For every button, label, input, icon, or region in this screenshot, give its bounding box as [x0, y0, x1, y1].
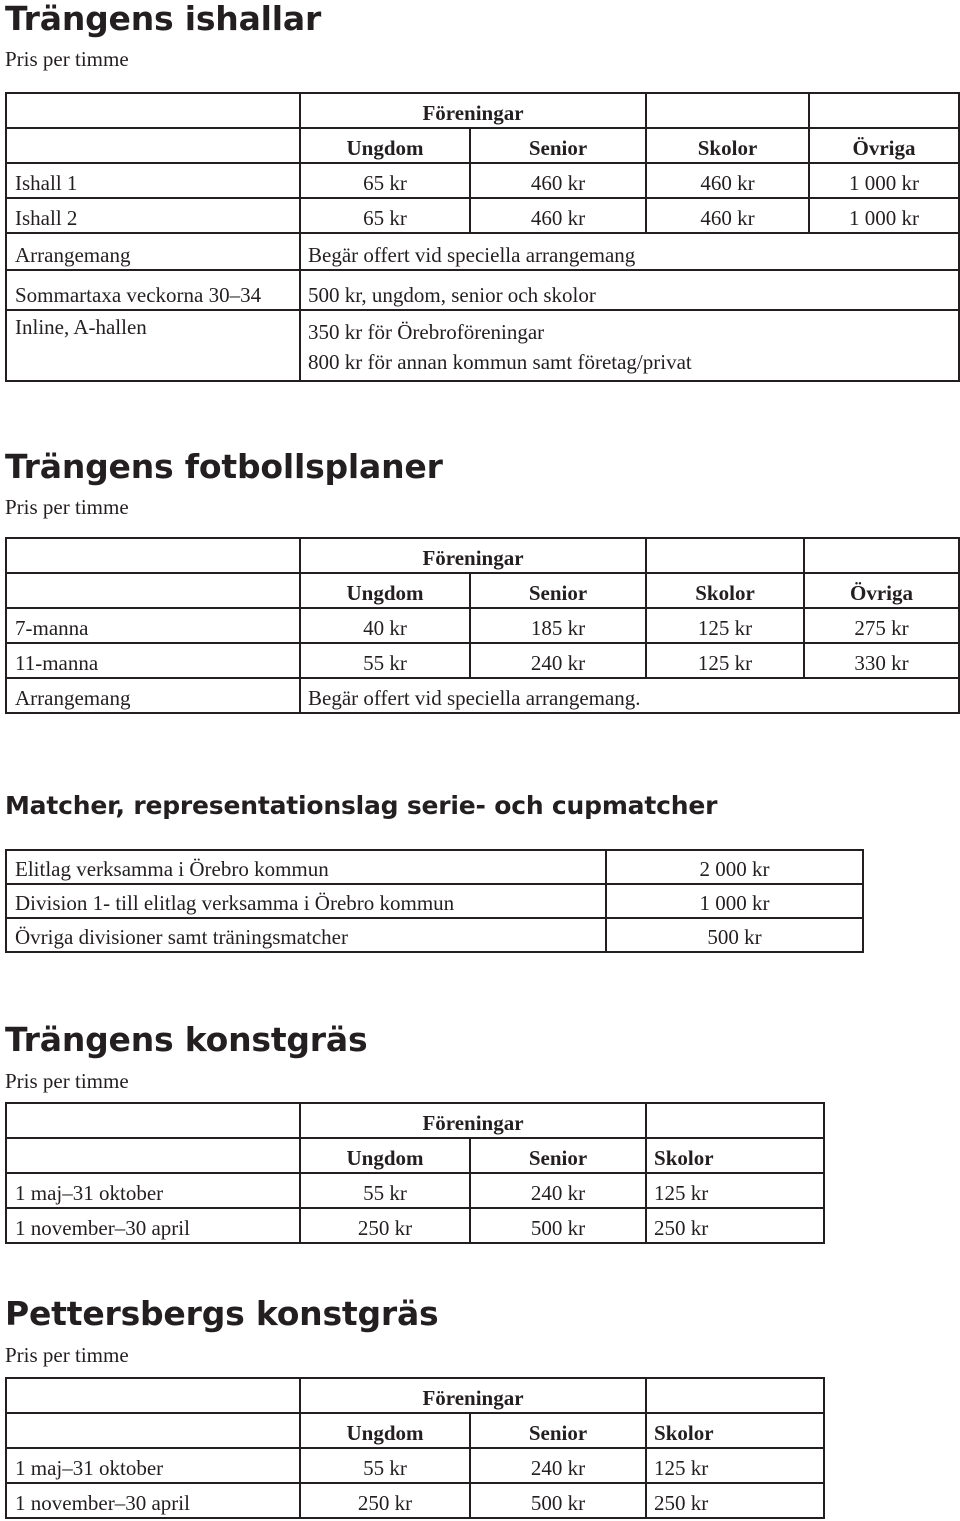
- matcher-title: Matcher, representationslag serie- och cupmatcher: [5, 791, 718, 820]
- pettersbergs-konstgras-subtitle: Pris per timme: [5, 1343, 129, 1367]
- table-row: [6, 1173, 824, 1208]
- row-label: Arrangemang: [6, 233, 300, 270]
- column-header: Ungdom: [300, 1138, 470, 1173]
- table-header-row: [6, 573, 959, 608]
- ishallar-title: Trängens ishallar: [5, 0, 322, 38]
- row-label: 1 maj–31 oktober: [6, 1173, 300, 1208]
- table-row: [6, 163, 959, 198]
- row-label: 1 november–30 april: [6, 1208, 300, 1243]
- empty-header-cell: [6, 1413, 300, 1448]
- price-cell: 55 kr: [300, 1448, 470, 1483]
- ishallar-price-table: [5, 92, 960, 382]
- price-cell: 250 kr: [646, 1208, 824, 1243]
- price-cell: 250 kr: [300, 1483, 470, 1518]
- price-cell: 240 kr: [470, 643, 646, 678]
- table-row: [6, 198, 959, 233]
- table-row: [6, 1448, 824, 1483]
- row-label: Sommartaxa veckorna 30–34: [6, 270, 300, 310]
- empty-header-cell: [6, 573, 300, 608]
- row-label: Ishall 2: [6, 198, 300, 233]
- empty-header-cell: [646, 538, 804, 573]
- column-header: Ungdom: [300, 128, 470, 163]
- price-cell: 185 kr: [470, 608, 646, 643]
- row-label: Ishall 1: [6, 163, 300, 198]
- price-cell: 500 kr: [470, 1208, 646, 1243]
- price-cell: 65 kr: [300, 198, 470, 233]
- row-label: 1 maj–31 oktober: [6, 1448, 300, 1483]
- price-cell: 55 kr: [300, 643, 470, 678]
- price-cell: 55 kr: [300, 1173, 470, 1208]
- sommartaxa-note: 500 kr, ungdom, senior och skolor: [300, 270, 959, 310]
- price-cell: 250 kr: [300, 1208, 470, 1243]
- empty-header-cell: [646, 1378, 824, 1413]
- table-row: [6, 233, 959, 270]
- table-header-row: [6, 128, 959, 163]
- price-cell: 2 000 kr: [606, 850, 863, 884]
- empty-header-cell: [6, 1378, 300, 1413]
- table-row: [6, 1483, 824, 1518]
- empty-header-cell: [6, 538, 300, 573]
- price-cell: 275 kr: [804, 608, 959, 643]
- arrangemang-note: Begär offert vid speciella arrangemang: [300, 233, 959, 270]
- column-header: Skolor: [646, 128, 809, 163]
- fotbollsplaner-price-table: [5, 537, 960, 714]
- column-header: Senior: [470, 1413, 646, 1448]
- column-header: Skolor: [646, 573, 804, 608]
- group-header: Föreningar: [300, 93, 646, 128]
- price-cell: 460 kr: [646, 198, 809, 233]
- column-header: Senior: [470, 1138, 646, 1173]
- inline-price-line: 350 kr för Örebroföreningar: [308, 320, 545, 344]
- price-cell: 1 000 kr: [606, 884, 863, 918]
- column-header: Ungdom: [300, 1413, 470, 1448]
- empty-header-cell: [804, 538, 959, 573]
- table-row: [6, 884, 863, 918]
- table-header-row: [6, 1413, 824, 1448]
- price-cell: 125 kr: [646, 643, 804, 678]
- group-header: Föreningar: [300, 1378, 646, 1413]
- trangens-konstgras-subtitle: Pris per timme: [5, 1069, 129, 1093]
- column-header: Senior: [470, 573, 646, 608]
- row-label: Elitlag verksamma i Örebro kommun: [6, 850, 606, 884]
- empty-header-cell: [646, 93, 809, 128]
- group-header: Föreningar: [300, 1103, 646, 1138]
- price-cell: 125 kr: [646, 608, 804, 643]
- price-cell: 240 kr: [470, 1448, 646, 1483]
- empty-header-cell: [6, 93, 300, 128]
- table-row: [6, 310, 959, 381]
- ishallar-subtitle: Pris per timme: [5, 47, 129, 71]
- empty-header-cell: [6, 128, 300, 163]
- arrangemang-note: Begär offert vid speciella arrangemang.: [300, 678, 959, 713]
- fotbollsplaner-title: Trängens fotbollsplaner: [5, 447, 443, 486]
- pettersbergs-konstgras-title: Pettersbergs konstgräs: [5, 1294, 439, 1333]
- table-row: [6, 918, 863, 952]
- price-cell: 460 kr: [470, 198, 646, 233]
- table-header-row: [6, 1103, 824, 1138]
- column-header: Skolor: [646, 1413, 824, 1448]
- column-header: Senior: [470, 128, 646, 163]
- column-header: Ungdom: [300, 573, 470, 608]
- trangens-konstgras-price-table: [5, 1102, 825, 1244]
- empty-header-cell: [646, 1103, 824, 1138]
- empty-header-cell: [809, 93, 959, 128]
- row-label: Inline, A-hallen: [6, 310, 300, 381]
- price-cell: 240 kr: [470, 1173, 646, 1208]
- table-header-row: [6, 1138, 824, 1173]
- fotbollsplaner-subtitle: Pris per timme: [5, 495, 129, 519]
- table-row: [6, 678, 959, 713]
- group-header: Föreningar: [300, 538, 646, 573]
- table-header-row: [6, 538, 959, 573]
- table-row: [6, 1208, 824, 1243]
- price-cell: 250 kr: [646, 1483, 824, 1518]
- price-cell: 1 000 kr: [809, 198, 959, 233]
- table-row: [6, 608, 959, 643]
- empty-header-cell: [6, 1103, 300, 1138]
- price-cell: 1 000 kr: [809, 163, 959, 198]
- trangens-konstgras-title: Trängens konstgräs: [5, 1020, 368, 1059]
- row-label: 7-manna: [6, 608, 300, 643]
- column-header: Övriga: [804, 573, 959, 608]
- price-cell: 330 kr: [804, 643, 959, 678]
- empty-header-cell: [6, 1138, 300, 1173]
- table-row: [6, 270, 959, 310]
- price-cell: 40 kr: [300, 608, 470, 643]
- row-label: 1 november–30 april: [6, 1483, 300, 1518]
- matcher-price-table: [5, 849, 864, 953]
- row-label: Arrangemang: [6, 678, 300, 713]
- price-cell: 65 kr: [300, 163, 470, 198]
- row-label: Övriga divisioner samt träningsmatcher: [6, 918, 606, 952]
- price-cell: 460 kr: [646, 163, 809, 198]
- price-cell: 500 kr: [606, 918, 863, 952]
- table-row: [6, 643, 959, 678]
- table-row: [6, 850, 863, 884]
- price-cell: 460 kr: [470, 163, 646, 198]
- column-header: Övriga: [809, 128, 959, 163]
- inline-prices: [300, 310, 959, 381]
- row-label: Division 1- till elitlag verksamma i Örebro kommun: [6, 884, 606, 918]
- table-header-row: [6, 1378, 824, 1413]
- row-label: 11-manna: [6, 643, 300, 678]
- table-header-row: [6, 93, 959, 128]
- inline-price-line: 800 kr för annan kommun samt företag/privat: [308, 350, 692, 374]
- price-cell: 125 kr: [646, 1448, 824, 1483]
- pettersbergs-konstgras-price-table: [5, 1377, 825, 1519]
- column-header: Skolor: [646, 1138, 824, 1173]
- price-cell: 125 kr: [646, 1173, 824, 1208]
- price-cell: 500 kr: [470, 1483, 646, 1518]
